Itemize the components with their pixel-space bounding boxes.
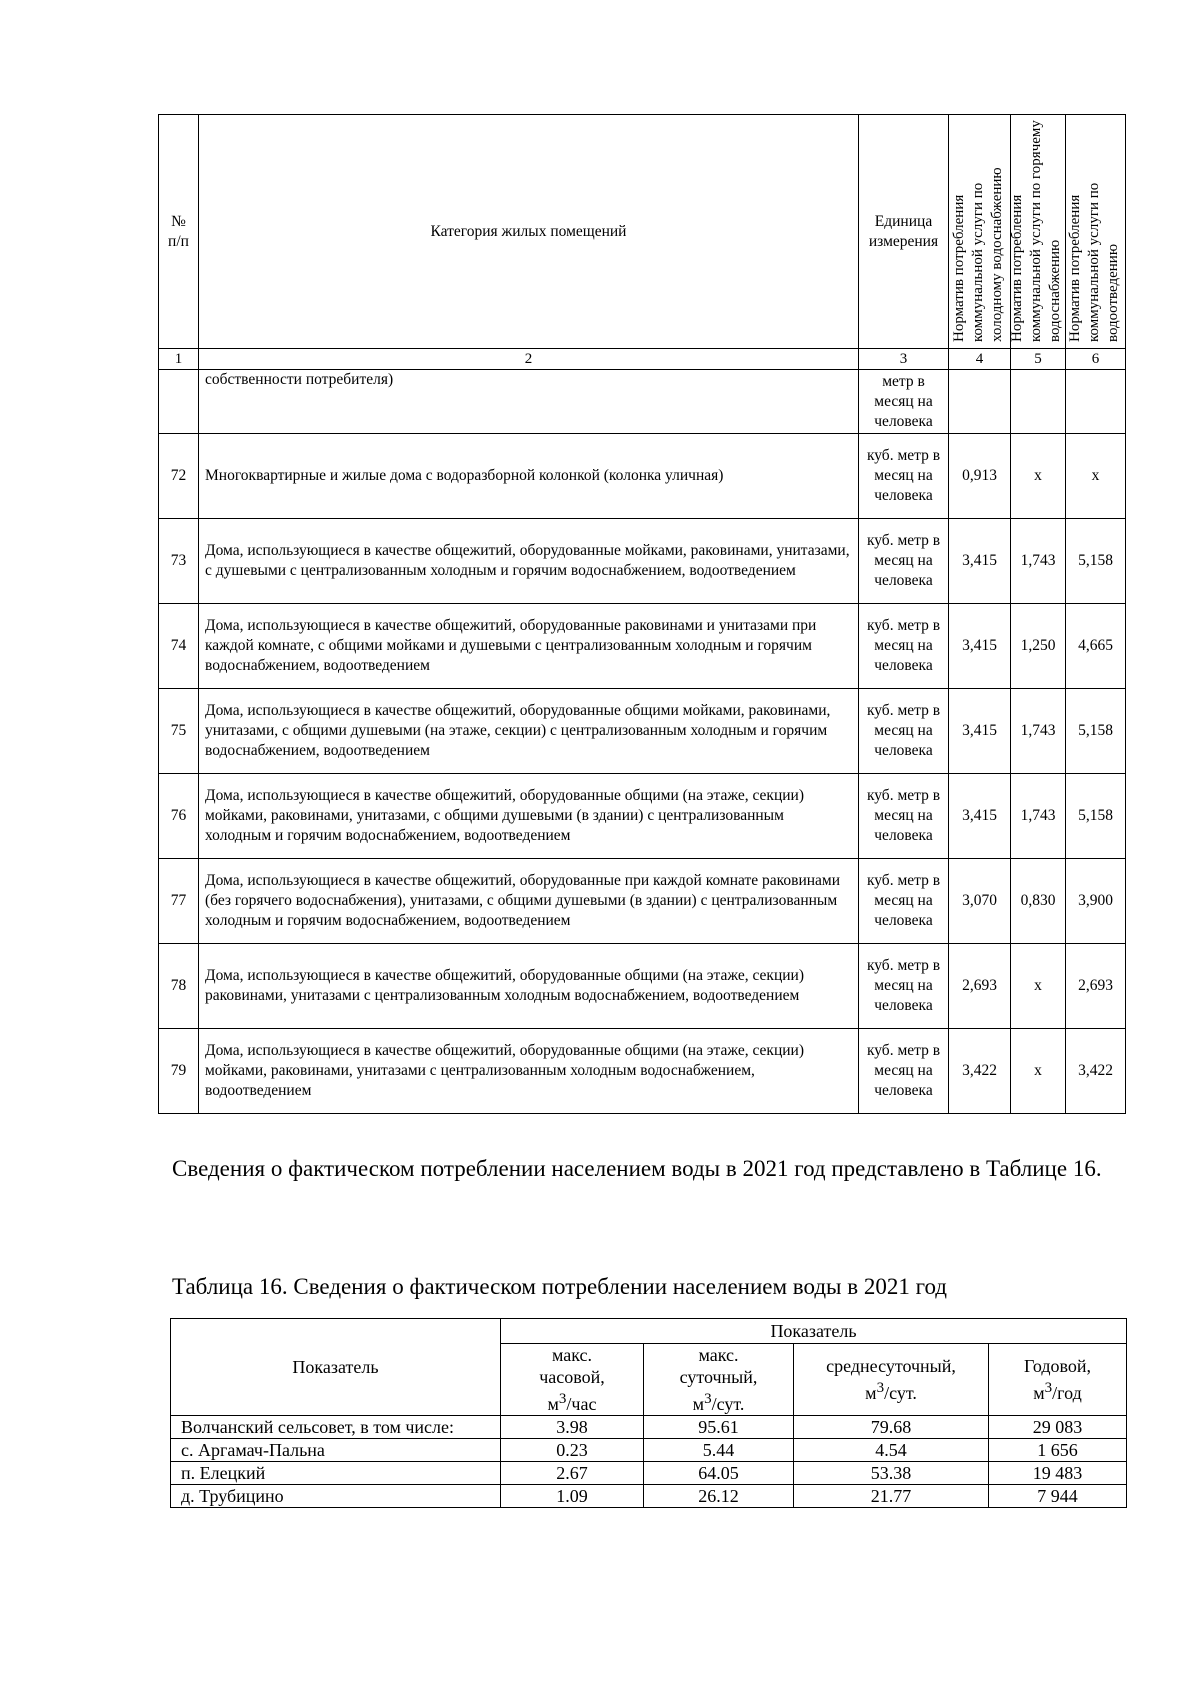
row-avg-daily: 53.38	[794, 1462, 989, 1485]
row-cold-water-norm: 3,422	[949, 1029, 1011, 1114]
row-hot-water-norm: 1,743	[1011, 519, 1066, 604]
row-max-daily: 26.12	[644, 1485, 794, 1508]
row-num: 75	[159, 689, 199, 774]
row-unit: куб. метр в месяц на человека	[859, 1029, 949, 1114]
row-label: п. Елецкий	[171, 1462, 501, 1485]
row-unit: куб. метр в месяц на человека	[859, 604, 949, 689]
row-num: 74	[159, 604, 199, 689]
row-label: д. Трубицино	[171, 1485, 501, 1508]
row-max-hourly: 2.67	[501, 1462, 644, 1485]
consumption-row	[171, 1439, 1127, 1462]
norm-row	[159, 1029, 1126, 1114]
row-description: Дома, использующиеся в качестве общежитий, оборудованные общими (на этаже, секции) раковинами, унитазами с централизованным холодным водоснабжением, водоотведением	[199, 944, 859, 1029]
norms-table-body	[159, 434, 1126, 1114]
row-avg-daily: 79.68	[794, 1416, 989, 1439]
header-max-daily: макс. суточный, $м^3$/сут.	[644, 1344, 794, 1416]
norm-row	[159, 604, 1126, 689]
row-annual: 7 944	[989, 1485, 1127, 1508]
consumption-row	[171, 1416, 1127, 1439]
row-cold-water-norm: 3,415	[949, 519, 1011, 604]
row-num: 77	[159, 859, 199, 944]
row-drainage-norm: 2,693	[1066, 944, 1126, 1029]
row-annual: 19 483	[989, 1462, 1127, 1485]
column-index-row	[159, 349, 1126, 370]
row-num: 76	[159, 774, 199, 859]
row-max-hourly: 3.98	[501, 1416, 644, 1439]
header-col5	[1011, 115, 1066, 349]
row-cold-water-norm: 3,415	[949, 689, 1011, 774]
row-avg-daily: 21.77	[794, 1485, 989, 1508]
norms-table-header	[159, 115, 1126, 349]
body-paragraph: Сведения о фактическом потреблении населением воды в 2021 год представлено в Таблице 16.	[172, 1156, 1102, 1181]
row-drainage-norm: 5,158	[1066, 774, 1126, 859]
row-cold-water-norm: 3,070	[949, 859, 1011, 944]
row-num: 79	[159, 1029, 199, 1114]
header-row-label: Показатель	[171, 1319, 501, 1416]
row-description: Дома, использующиеся в качестве общежитий, оборудованные раковинами и унитазами при каждой комнате, с общими мойками и душевыми с централизованным холодным и горячим водоснабжением, водоотведением	[199, 604, 859, 689]
consumption-table-body	[171, 1416, 1127, 1508]
row-unit: куб. метр в месяц на человека	[859, 944, 949, 1029]
index-cell: 5	[1011, 349, 1066, 370]
consumption-row	[171, 1462, 1127, 1485]
row-unit: куб. метр в месяц на человека	[859, 689, 949, 774]
row-description: Дома, использующиеся в качестве общежитий, оборудованные при каждой комнате раковинами (без горячего водоснабжения), унитазами, с общими душевыми (в здании) с централизованным холодным и горячим водоснабжением, водоотведением	[199, 859, 859, 944]
header-col4	[949, 115, 1011, 349]
row-drainage-norm: 5,158	[1066, 519, 1126, 604]
row-cold-water-norm: 2,693	[949, 944, 1011, 1029]
row-description: Дома, использующиеся в качестве общежитий, оборудованные общими мойками, раковинами, унитазами, с общими душевыми (на этаже, секции) с централизованным холодным и горячим водоснабжением, водоотведением	[199, 689, 859, 774]
row-hot-water-norm: х	[1011, 434, 1066, 519]
row-description: Дома, использующиеся в качестве общежитий, оборудованные мойками, раковинами, унитазами, с душевыми с централизованным холодным и горячим водоснабжением, водоотведением	[199, 519, 859, 604]
header-unit: Единица измерения	[859, 115, 949, 349]
row-cold-water-norm: 3,415	[949, 604, 1011, 689]
header-col5-text: Норматив потребления коммунальной услуги по горячему водоснабжению	[1009, 120, 1063, 342]
index-cell: 3	[859, 349, 949, 370]
row-hot-water-norm: 1,250	[1011, 604, 1066, 689]
continuation-unit: метр в месяц на человека	[859, 370, 949, 434]
norm-row	[159, 774, 1126, 859]
row-drainage-norm: 3,900	[1066, 859, 1126, 944]
header-col4-text: Норматив потребления коммунальной услуги по холодному водоснабжению	[950, 167, 1005, 342]
consumption-table	[170, 1318, 1127, 1508]
norm-row	[159, 859, 1126, 944]
row-hot-water-norm: 0,830	[1011, 859, 1066, 944]
row-drainage-norm: х	[1066, 434, 1126, 519]
row-unit: куб. метр в месяц на человека	[859, 774, 949, 859]
consumption-row	[171, 1485, 1127, 1508]
row-drainage-norm: 5,158	[1066, 689, 1126, 774]
row-max-hourly: 1.09	[501, 1485, 644, 1508]
row-annual: 29 083	[989, 1416, 1127, 1439]
row-description: Дома, использующиеся в качестве общежитий, оборудованные общими (на этаже, секции) мойками, раковинами, унитазами с централизованным холодным водоснабжением, водоотведением	[199, 1029, 859, 1114]
index-cell: 1	[159, 349, 199, 370]
row-label: с. Аргамач-Пальна	[171, 1439, 501, 1462]
header-avg-daily: среднесуточный, $м^3$/сут.	[794, 1344, 989, 1416]
row-cold-water-norm: 3,415	[949, 774, 1011, 859]
norm-row	[159, 434, 1126, 519]
continuation-desc: собственности потребителя)	[199, 370, 859, 434]
row-drainage-norm: 3,422	[1066, 1029, 1126, 1114]
index-cell: 4	[949, 349, 1011, 370]
row-drainage-norm: 4,665	[1066, 604, 1126, 689]
row-max-daily: 5.44	[644, 1439, 794, 1462]
header-col6	[1066, 115, 1126, 349]
row-max-daily: 95.61	[644, 1416, 794, 1439]
row-avg-daily: 4.54	[794, 1439, 989, 1462]
norm-row	[159, 944, 1126, 1029]
norm-row	[159, 519, 1126, 604]
row-label: Волчанский сельсовет, в том числе:	[171, 1416, 501, 1439]
row-num: 72	[159, 434, 199, 519]
row-description: Дома, использующиеся в качестве общежитий, оборудованные общими (на этаже, секции) мойками, раковинами, унитазами, с общими душевыми (в здании) с централизованным холодным и горячим водоснабжением, водоотведением	[199, 774, 859, 859]
row-num: 73	[159, 519, 199, 604]
norm-row	[159, 689, 1126, 774]
row-hot-water-norm: х	[1011, 944, 1066, 1029]
header-col6-text: Норматив потребления коммунальной услуги по водоотведению	[1066, 182, 1121, 342]
table16-caption: Таблица 16. Сведения о фактическом потреблении населением воды в 2021 год	[172, 1274, 947, 1299]
row-hot-water-norm: 1,743	[1011, 689, 1066, 774]
row-cold-water-norm: 0,913	[949, 434, 1011, 519]
row-max-daily: 64.05	[644, 1462, 794, 1485]
consumption-header-top	[171, 1319, 1127, 1344]
header-max-hourly: макс. часовой, $м^3$/час	[501, 1344, 644, 1416]
row-unit: куб. метр в месяц на человека	[859, 519, 949, 604]
row-hot-water-norm: 1,743	[1011, 774, 1066, 859]
header-num: № п/п	[159, 115, 199, 349]
header-group: Показатель	[501, 1319, 1127, 1344]
index-cell: 2	[199, 349, 859, 370]
norms-table	[158, 114, 1126, 1114]
row-hot-water-norm: х	[1011, 1029, 1066, 1114]
row-unit: куб. метр в месяц на человека	[859, 434, 949, 519]
row-annual: 1 656	[989, 1439, 1127, 1462]
row-max-hourly: 0.23	[501, 1439, 644, 1462]
row-num: 78	[159, 944, 199, 1029]
continuation-row	[159, 370, 1126, 434]
header-category: Категория жилых помещений	[199, 115, 859, 349]
row-description: Многоквартирные и жилые дома с водоразборной колонкой (колонка уличная)	[199, 434, 859, 519]
header-annual: Годовой, $м^3$/год	[989, 1344, 1127, 1416]
index-cell: 6	[1066, 349, 1126, 370]
row-unit: куб. метр в месяц на человека	[859, 859, 949, 944]
